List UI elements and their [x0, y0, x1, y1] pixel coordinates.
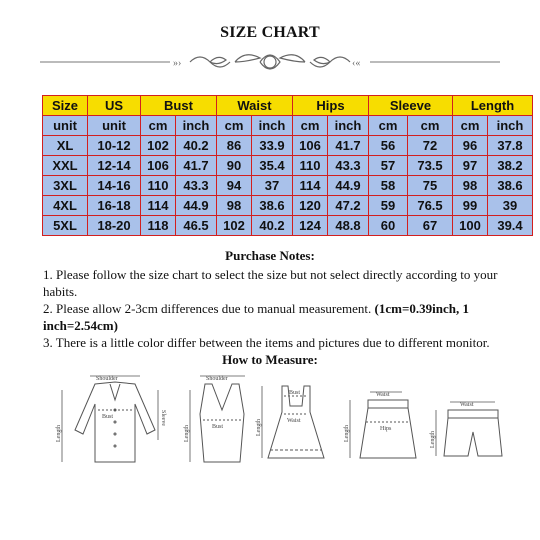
- table-cell: 110: [141, 176, 176, 196]
- table-row: [43, 156, 533, 176]
- table-cell: 4XL: [43, 196, 88, 216]
- table-cell: 96: [453, 136, 488, 156]
- header-cell: Bust: [141, 96, 217, 116]
- table-row: [43, 196, 533, 216]
- table-cell: 38.2: [488, 156, 533, 176]
- note-2-conversion: (1cm=0.39inch, 1 inch=2.54cm): [43, 301, 469, 333]
- table-cell: 43.3: [176, 176, 217, 196]
- label-waist-3: Waist: [287, 418, 301, 424]
- label-waist-4: Waist: [376, 392, 390, 398]
- table-cell: 99: [453, 196, 488, 216]
- table-cell: 16-18: [88, 196, 141, 216]
- purchase-notes: [43, 266, 513, 351]
- unit-cell: cm: [293, 116, 328, 136]
- table-cell: 59: [369, 196, 408, 216]
- unit-cell: cm: [453, 116, 488, 136]
- table-cell: 98: [217, 196, 252, 216]
- label-waist-5: Waist: [460, 402, 474, 408]
- unit-cell: cm: [369, 116, 408, 136]
- table-cell: 124: [293, 216, 328, 236]
- table-cell: 5XL: [43, 216, 88, 236]
- table-cell: 3XL: [43, 176, 88, 196]
- skirt-figure: [344, 392, 416, 458]
- label-length-3: Length: [256, 419, 262, 436]
- table-cell: 106: [293, 136, 328, 156]
- table-cell: 120: [293, 196, 328, 216]
- table-cell: 98: [453, 176, 488, 196]
- table-cell: 35.4: [252, 156, 293, 176]
- table-cell: 94: [217, 176, 252, 196]
- table-cell: 39: [488, 196, 533, 216]
- size-chart-table: [42, 95, 533, 236]
- table-cell: 75: [408, 176, 453, 196]
- label-length-4: Length: [344, 425, 350, 442]
- unit-cell: inch: [488, 116, 533, 136]
- table-cell: 58: [369, 176, 408, 196]
- unit-cell: cm: [217, 116, 252, 136]
- table-cell: 33.9: [252, 136, 293, 156]
- table-row: [43, 176, 533, 196]
- table-row: [43, 136, 533, 156]
- table-cell: 57: [369, 156, 408, 176]
- header-cell: Hips: [293, 96, 369, 116]
- table-cell: 14-16: [88, 176, 141, 196]
- table-cell: 110: [293, 156, 328, 176]
- table-cell: 37: [252, 176, 293, 196]
- table-cell: 44.9: [176, 196, 217, 216]
- unit-cell: inch: [328, 116, 369, 136]
- measurement-illustrations: [40, 370, 510, 470]
- unit-cell: inch: [252, 116, 293, 136]
- label-length-5: Length: [430, 431, 436, 448]
- label-bust-2: Bust: [212, 424, 224, 430]
- svg-text:»›: »›: [173, 58, 182, 69]
- ornament-divider: [40, 50, 500, 74]
- table-cell: 41.7: [176, 156, 217, 176]
- blouse-figure: [56, 376, 166, 462]
- table-cell: 73.5: [408, 156, 453, 176]
- table-cell: 46.5: [176, 216, 217, 236]
- note-3: 3. There is a little color differ between the items and pictures due to different monitor.: [43, 335, 490, 350]
- table-cell: 47.2: [328, 196, 369, 216]
- table-cell: 90: [217, 156, 252, 176]
- header-cell: Waist: [217, 96, 293, 116]
- note-2: [43, 300, 513, 334]
- table-cell: 76.5: [408, 196, 453, 216]
- table-cell: 18-20: [88, 216, 141, 236]
- table-cell: 118: [141, 216, 176, 236]
- tank-top-figure: [184, 376, 245, 462]
- unit-cell: cm: [408, 116, 453, 136]
- page-title: SIZE CHART: [220, 24, 320, 41]
- table-cell: 39.4: [488, 216, 533, 236]
- label-hips-4: Hips: [380, 426, 392, 432]
- label-length-1: Length: [56, 425, 62, 442]
- header-cell: Size: [43, 96, 88, 116]
- unit-cell: unit: [88, 116, 141, 136]
- table-cell: 60: [369, 216, 408, 236]
- shorts-figure: [430, 402, 502, 456]
- table-cell: 37.8: [488, 136, 533, 156]
- table-cell: 40.2: [176, 136, 217, 156]
- table-cell: 102: [217, 216, 252, 236]
- how-to-measure-title: How to Measure:: [222, 352, 318, 367]
- unit-cell: inch: [176, 116, 217, 136]
- table-header-row: [43, 96, 533, 116]
- table-cell: XL: [43, 136, 88, 156]
- dress-figure: [256, 386, 324, 458]
- label-bust-1: Bust: [102, 414, 114, 420]
- table-cell: 40.2: [252, 216, 293, 236]
- label-sleeve-1: Sleeve: [160, 410, 166, 426]
- label-length-2: Length: [184, 425, 190, 442]
- table-cell: 102: [141, 136, 176, 156]
- label-shoulder-1: Shoulder: [96, 376, 118, 382]
- table-cell: 48.8: [328, 216, 369, 236]
- table-cell: 106: [141, 156, 176, 176]
- label-shoulder-2: Shoulder: [206, 376, 228, 382]
- unit-cell: cm: [141, 116, 176, 136]
- table-cell: 44.9: [328, 176, 369, 196]
- table-cell: 12-14: [88, 156, 141, 176]
- table-cell: 67: [408, 216, 453, 236]
- table-cell: 97: [453, 156, 488, 176]
- label-bust-3: Bust: [289, 390, 301, 396]
- table-cell: 114: [293, 176, 328, 196]
- table-cell: 114: [141, 196, 176, 216]
- table-units-row: [43, 116, 533, 136]
- unit-cell: unit: [43, 116, 88, 136]
- table-cell: 38.6: [488, 176, 533, 196]
- note-1: 1. Please follow the size chart to select the size but not select directly according to your habits.: [43, 267, 498, 299]
- table-cell: 86: [217, 136, 252, 156]
- table-cell: 56: [369, 136, 408, 156]
- table-cell: XXL: [43, 156, 88, 176]
- table-cell: 38.6: [252, 196, 293, 216]
- header-cell: US: [88, 96, 141, 116]
- svg-text:‹«: ‹«: [352, 58, 361, 69]
- note-2-text: 2. Please allow 2-3cm differences due to manual measurement.: [43, 301, 375, 316]
- table-cell: 41.7: [328, 136, 369, 156]
- purchase-notes-title: Purchase Notes:: [225, 248, 315, 263]
- table-cell: 43.3: [328, 156, 369, 176]
- table-cell: 100: [453, 216, 488, 236]
- table-row: [43, 216, 533, 236]
- table-cell: 72: [408, 136, 453, 156]
- header-cell: Sleeve: [369, 96, 453, 116]
- table-cell: 10-12: [88, 136, 141, 156]
- header-cell: Length: [453, 96, 533, 116]
